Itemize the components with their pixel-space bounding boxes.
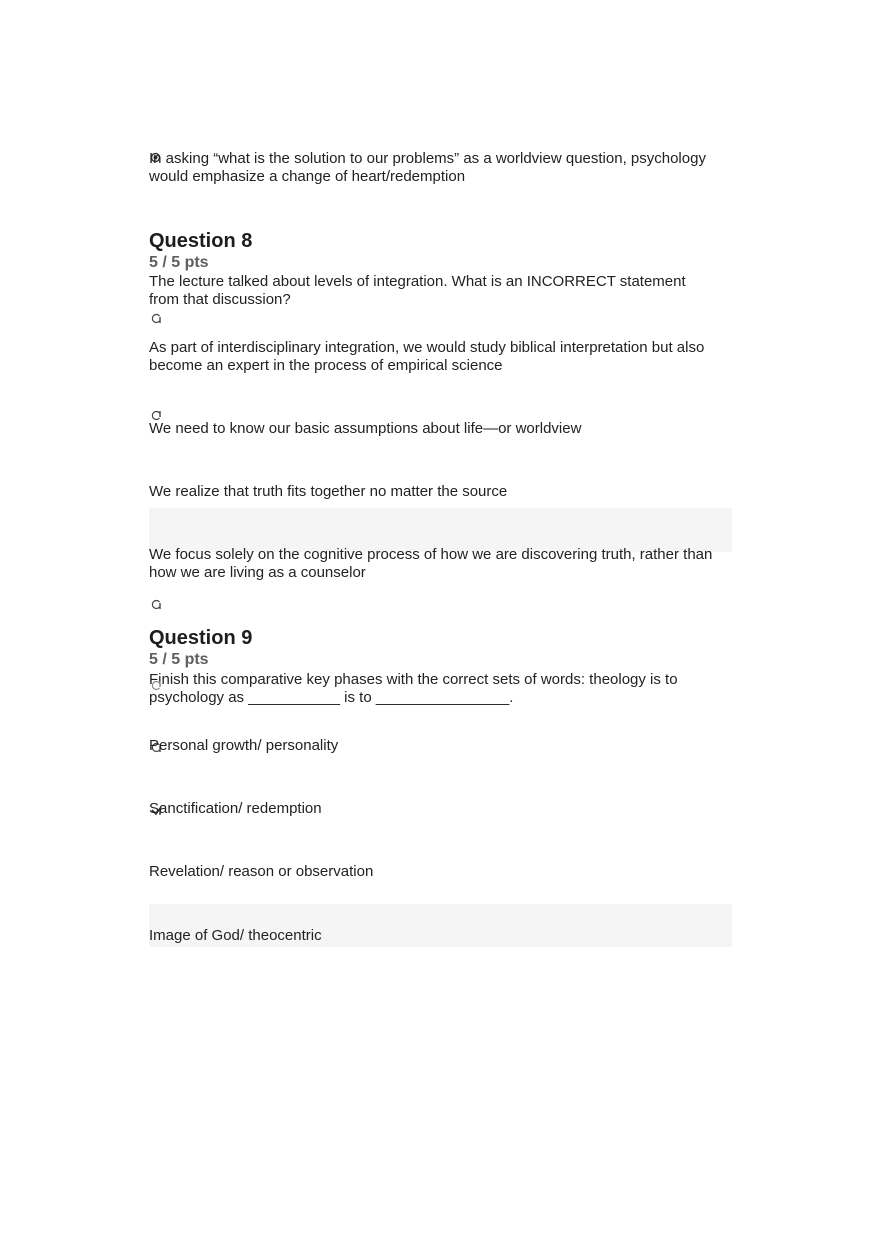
answer-option[interactable]: Sanctification/ redemption: [149, 800, 322, 817]
answer-option[interactable]: We need to know our basic assumptions about life—or worldview: [149, 420, 582, 437]
answer-option[interactable]: Personal growth/ personality: [149, 737, 339, 754]
radio-icon[interactable]: [151, 680, 162, 691]
question-points: 5 / 5 pts: [149, 254, 209, 271]
answer-option-selected[interactable]: Image of God/ theocentric: [149, 927, 322, 944]
previous-answer-text: In asking “what is the solution to our problems” as a worldview question, psychology would emphasize a change of heart/redemption: [149, 150, 706, 185]
question-prompt: Finish this comparative key phases with the correct sets of words: theology is to psychology as ___________ is to ________________.: [149, 671, 678, 706]
question-prompt: The lecture talked about levels of integration. What is an INCORRECT statement from that discussion?: [149, 273, 686, 308]
answer-option[interactable]: As part of interdisciplinary integration, we would study biblical interpretation but also become an expert in the process of empirical science: [149, 339, 705, 374]
radio-icon[interactable]: [151, 313, 162, 324]
question-points: 5 / 5 pts: [149, 651, 209, 668]
answer-option[interactable]: We realize that truth fits together no matter the source: [149, 483, 508, 500]
question-title: Question 8: [149, 230, 253, 252]
radio-icon[interactable]: [151, 599, 162, 610]
question-title: Question 9: [149, 627, 253, 649]
answer-option-selected[interactable]: We focus solely on the cognitive process of how we are discovering truth, rather than how we are living as a counselor: [149, 546, 713, 581]
answer-option[interactable]: Revelation/ reason or observation: [149, 863, 374, 880]
